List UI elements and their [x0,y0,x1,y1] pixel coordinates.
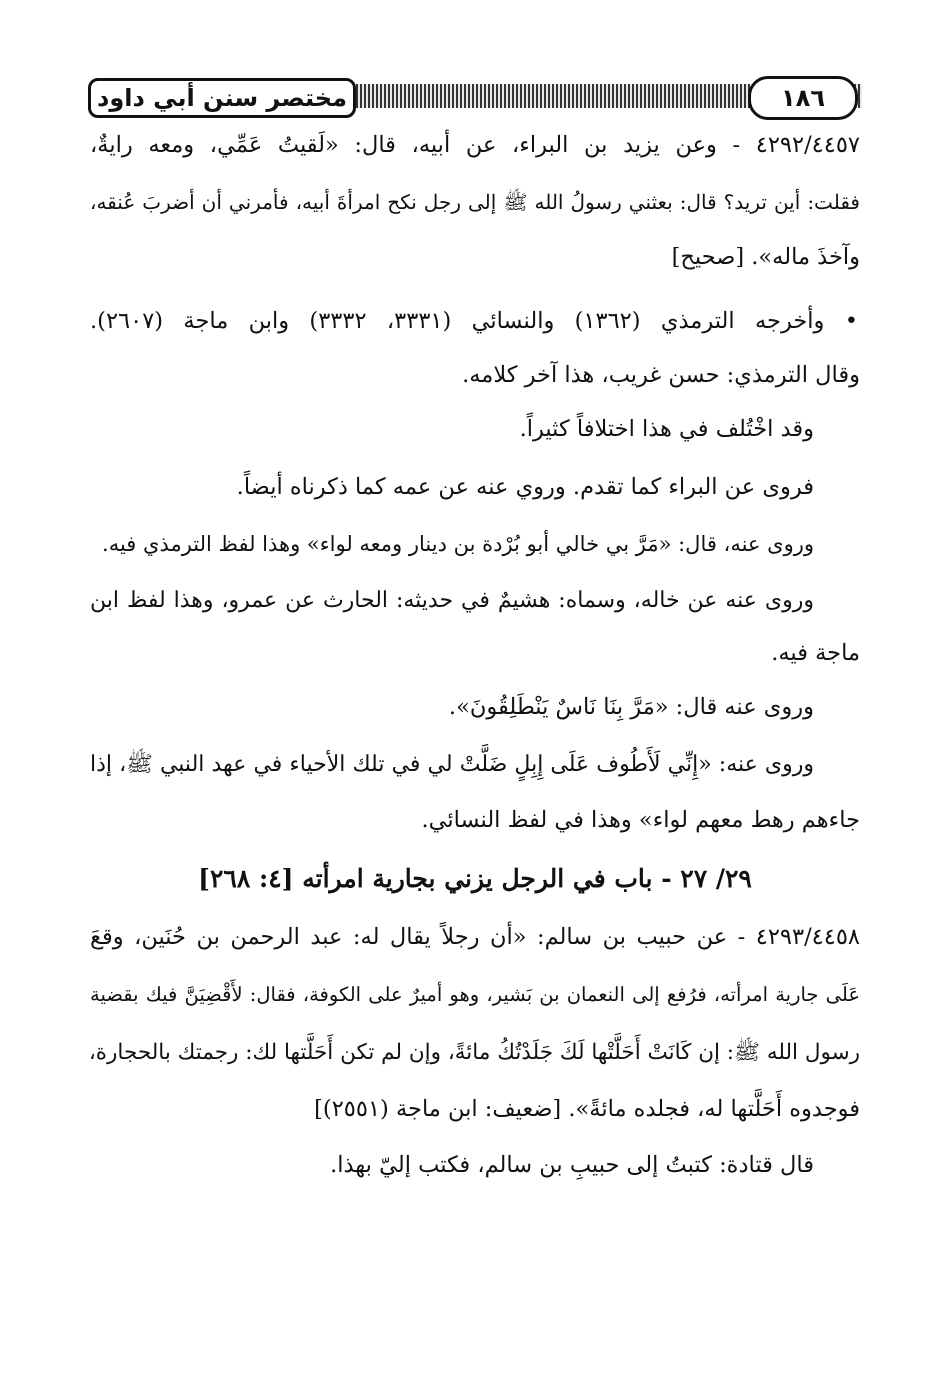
hadith-4457-line-2: فقلت: أين تريد؟ قال: بعثني رسولُ الله ﷺ إلى رجل نكح امرأةَ أبيه، فأمرني أن أضربَ عُنقه، [90,190,860,214]
hadith-4458-line-2: عَلَى جارية امرأته، فرُفع إلى النعمان بن بَشير، وهو أميرٌ على الكوفة، فقال: لأَقْضِيَنَّ فيك بقضية [90,983,860,1006]
takhrij-line: • وأخرجه الترمذي (١٣٦٢) والنسائي (٣٣٣١، ٣٣٣٢) وابن ماجة (٢٦٠٧). [90,308,858,334]
commentary-line-hushaym-2: ماجة فيه. [771,640,860,666]
commentary-line-baraa: فروى عن البراء كما تقدم. وروي عنه عن عمه كما ذكرناه أيضاً. [236,474,814,500]
hadith-4458-line-4: فوجدوه أَحَلَّتها له، فجلده مائةً». [ضعيف: ابن ماجة (٢٥٥١)] [314,1096,860,1122]
commentary-line-ibil-1: وروى عنه: «إِنِّي لَأَطُوف عَلَى إِبِلٍ ضَلَّتْ لي في تلك الأحياء في عهد النبي ﷺ، إذا [90,752,814,777]
running-header-title-box [88,78,356,118]
commentary-line-abu-burda: وروى عنه، قال: «مَرَّ بي خالي أبو بُرْدة بن دينار ومعه لواء» وهذا لفظ الترمذي فيه. [102,532,814,556]
page-number-box [748,76,858,120]
hadith-4458-line-1: ٤٢٩٣/٤٤٥٨ - عن حبيب بن سالم: «أن رجلاً يقال له: عبد الرحمن بن حُنَين، وقعَ [90,924,860,950]
hadith-4458-line-3: رسول الله ﷺ: إن كَانَتْ أَحَلَّتْها لَكَ جَلَدْتُكُ مائةً، وإن لم تكن أَحَلَّتها لك: رجمتك بالحجارة، [88,1040,860,1065]
qatada-line: قال قتادة: كتبتُ إلى حبيبِ بن سالم، فكتب إليّ بهذا. [330,1152,814,1178]
commentary-line-hushaym-1: وروى عنه عن خاله، وسماه: هشيمٌ في حديثه: الحارث عن عمرو، وهذا لفظ ابن [90,588,814,613]
tirmidhi-comment-line: وقال الترمذي: حسن غريب، هذا آخر كلامه. [462,362,860,388]
commentary-line-ikhtilaf: وقد اخْتُلف في هذا اختلافاً كثيراً. [519,416,814,442]
running-header-title: مختصر سنن أبي داود [97,84,347,112]
commentary-line-nas: وروى عنه قال: «مَرَّ بِنَا نَاسٌ يَنْطَلِقُونَ». [448,694,814,720]
header-decorative-band [340,84,750,108]
commentary-line-ibil-2: جاءهم رهط معهم لواء» وهذا في لفظ النسائي. [421,807,860,833]
hadith-4457-line-3: وآخذَ ماله». [صحيح] [671,244,860,270]
page-number: ١٨٦ [781,84,825,112]
chapter-heading: ٢٩/ ٢٧ - باب في الرجل يزني بجارية امرأته [٤: ٢٦٨] [198,864,752,893]
hadith-4457-line-1: ٤٢٩٢/٤٤٥٧ - وعن يزيد بن البراء، عن أبيه، قال: «لَقيتُ عَمِّي، ومعه رايةٌ، [90,132,860,158]
